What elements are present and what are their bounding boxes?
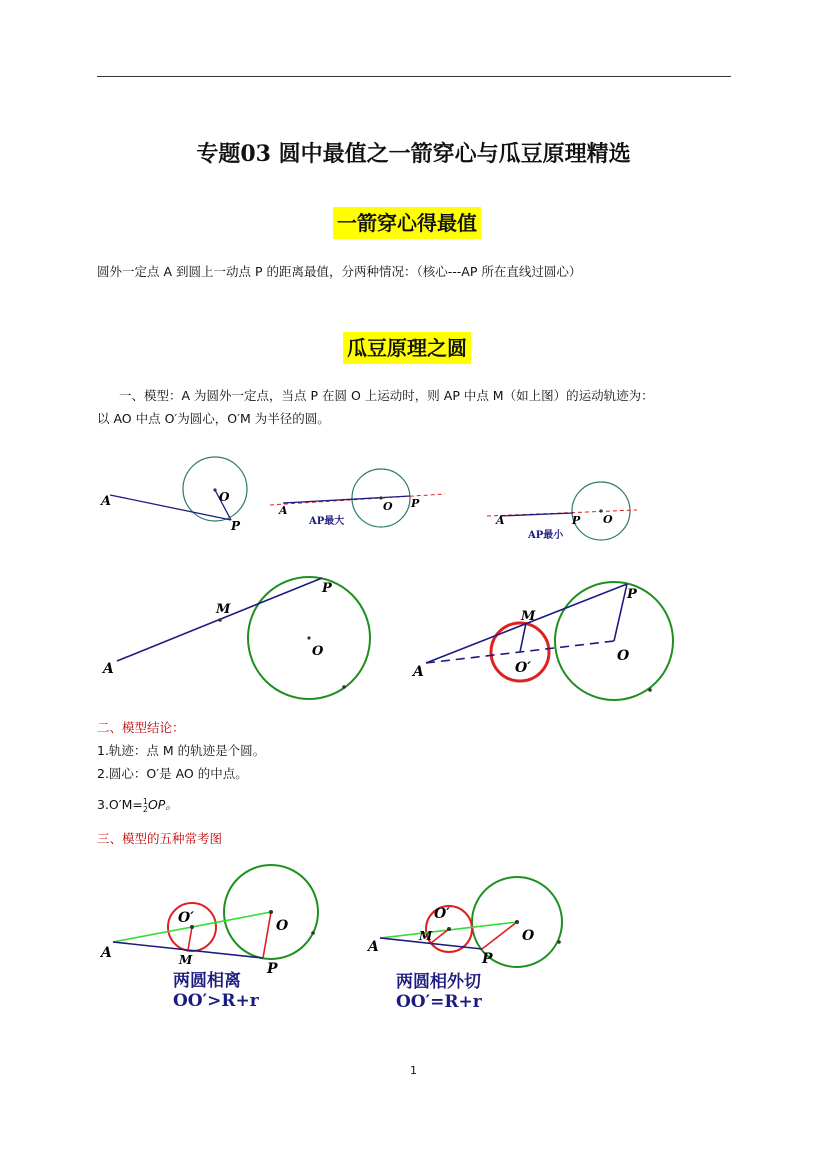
label-p: P	[411, 497, 420, 510]
label-case1-relation: OO′>R+r	[173, 991, 259, 1011]
segment-o-prime-m	[188, 927, 192, 950]
page-number: 1	[410, 1064, 417, 1077]
label-case2-relation: OO′=R+r	[396, 992, 482, 1012]
point-on-circle	[648, 688, 652, 692]
point-o	[307, 636, 310, 639]
label-m: M	[521, 609, 536, 624]
segment-op	[263, 912, 271, 958]
segment-o-prime-m	[520, 623, 526, 652]
conclusion-2: 2.圆心：O′是 AO 的中点。	[97, 766, 248, 781]
conclusion-3-suffix: OP。	[147, 797, 178, 812]
point-on-circle	[311, 931, 315, 935]
conclusion-3-prefix: 3.O′M=	[97, 797, 143, 812]
segment-ap	[110, 495, 231, 520]
label-a: A	[368, 939, 379, 955]
label-o-prime: O′	[178, 910, 194, 926]
label-a: A	[103, 661, 114, 677]
conclusion-1: 1.轨迹：点 M 的轨迹是个圆。	[97, 743, 266, 758]
label-a: A	[101, 494, 112, 509]
label-a: A	[413, 664, 424, 680]
label-p: P	[267, 961, 278, 977]
fraction-den: 2	[142, 804, 148, 814]
section1-text: 圆外一定点 A 到圆上一动点 P 的距离最值，分两种情况：（核心---AP 所在直线过圆心）	[97, 264, 582, 279]
figure-basic	[99, 457, 247, 533]
label-o: O	[276, 918, 289, 934]
label-a: A	[101, 945, 112, 961]
label-m: M	[216, 602, 231, 617]
label-o: O	[312, 644, 324, 659]
conclusion-heading: 二、模型结论：	[97, 720, 185, 735]
point-o-prime	[447, 927, 451, 931]
label-o: O	[219, 490, 230, 504]
point-o	[213, 488, 216, 491]
label-a: A	[279, 504, 288, 517]
label-a: A	[496, 514, 505, 527]
figure-locus	[411, 582, 673, 700]
label-o: O	[617, 648, 630, 664]
five-figures-heading: 三、模型的五种常考图	[97, 831, 223, 846]
label-ap-max: AP最大	[309, 516, 345, 527]
label-case2-name: 两圆相外切	[396, 972, 481, 992]
figure-circles-tangent	[366, 877, 562, 1012]
label-p: P	[627, 587, 637, 602]
point-on-circle	[557, 940, 561, 944]
point-on-circle	[342, 685, 346, 689]
model-line-1: 一、模型：A 为圆外一定点，当点 P 在圆 O 上运动时，则 AP 中点 M（如上图）的运动轨迹为：	[119, 388, 654, 403]
figure-ap-max	[270, 469, 445, 527]
segment-op	[614, 584, 627, 641]
label-ap-min: AP最小	[528, 530, 564, 541]
label-case1-name: 两圆相离	[173, 971, 241, 991]
label-o: O	[522, 928, 535, 944]
label-m: M	[179, 953, 193, 967]
label-o-prime: O′	[515, 660, 531, 676]
page-title: 专题03 圆中最值之一箭穿心与瓜豆原理精选	[196, 141, 631, 167]
point-o	[515, 920, 519, 924]
point-m	[218, 618, 222, 622]
label-o-prime: O′	[434, 906, 450, 922]
label-p: P	[231, 519, 241, 533]
segment-ap	[500, 513, 573, 516]
label-m: M	[419, 929, 433, 943]
figure-ap-min	[487, 482, 637, 541]
figure-circles-apart	[99, 865, 318, 1011]
model-line-2: 以 AO 中点 O′为圆心，O′M 为半径的圆。	[97, 411, 330, 426]
label-o: O	[603, 513, 613, 526]
label-p: P	[572, 514, 581, 527]
section-heading-melon: 瓜豆原理之圆	[343, 332, 471, 364]
label-p: P	[482, 951, 493, 967]
label-o: O	[383, 500, 393, 513]
figure-midpoint	[101, 577, 370, 699]
fraction-num: 1	[142, 796, 148, 806]
point-o	[269, 910, 273, 914]
label-p: P	[322, 581, 332, 596]
section-heading-arrow: 一箭穿心得最值	[333, 207, 481, 239]
